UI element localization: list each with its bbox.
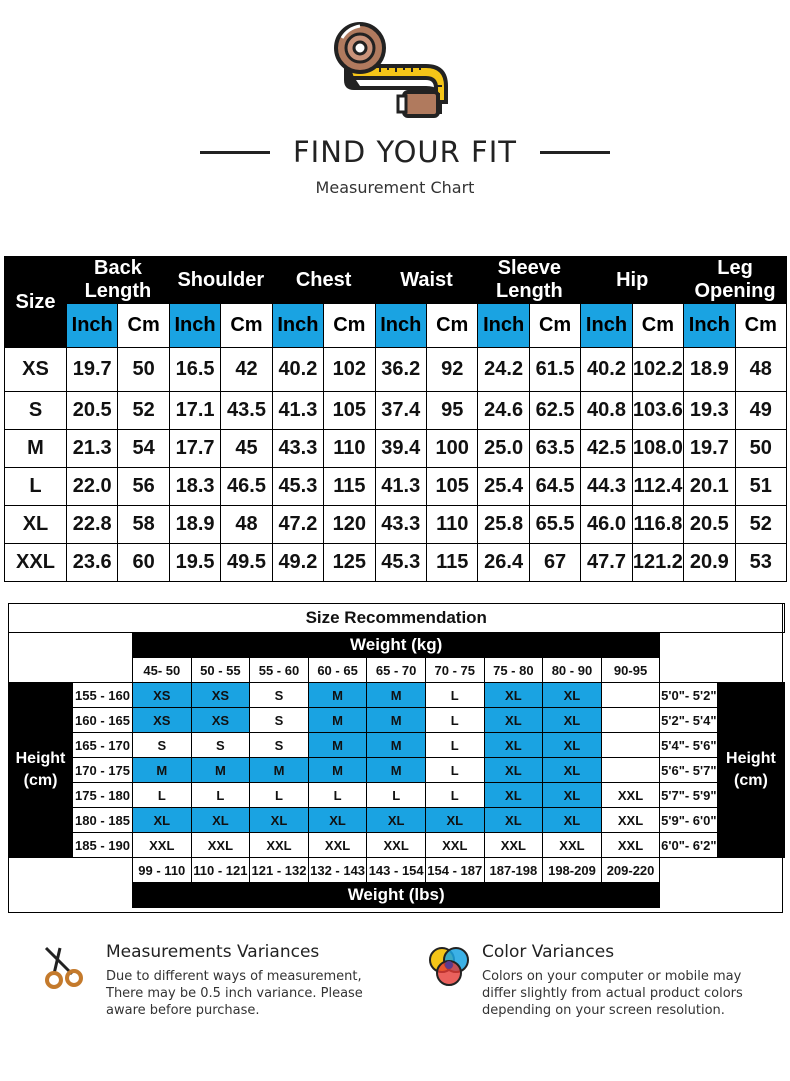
weight-kg-cell: 55 - 60: [250, 658, 309, 683]
measurement-cell: 52: [118, 392, 169, 430]
measurement-variance-title: Measurements Variances: [106, 942, 320, 962]
recommendation-row: [9, 758, 785, 783]
group-header: Leg Opening: [684, 257, 787, 304]
recommended-size-cell: XXL: [133, 833, 192, 858]
measurement-cell: 26.4: [478, 544, 529, 582]
measurement-cell: 48: [221, 506, 272, 544]
unit-inch-header: Inch: [67, 304, 118, 348]
height-cm-range: 155 - 160: [73, 683, 133, 708]
recommended-size-cell: XL: [308, 808, 367, 833]
measurement-cell: 40.2: [272, 348, 323, 392]
unit-cm-header: Cm: [324, 304, 375, 348]
group-header: Sleeve Length: [478, 257, 581, 304]
recommended-size-cell: L: [425, 683, 484, 708]
recommended-size-cell: XL: [543, 733, 602, 758]
measurement-cell: 102: [324, 348, 375, 392]
recommended-size-cell: L: [425, 783, 484, 808]
measurement-cell: 58: [118, 506, 169, 544]
recommended-size-cell: XS: [133, 683, 192, 708]
unit-inch-header: Inch: [169, 304, 220, 348]
group-header: Shoulder: [169, 257, 272, 304]
measurement-cell: 54: [118, 430, 169, 468]
measurement-cell: 42: [221, 348, 272, 392]
measurement-cell: 22.0: [67, 468, 118, 506]
measurement-cell: 18.9: [684, 348, 735, 392]
measurement-cell: 105: [324, 392, 375, 430]
page-title: FIND YOUR FIT: [293, 135, 517, 169]
recommended-size-cell: XL: [425, 808, 484, 833]
recommended-size-cell: XL: [484, 808, 543, 833]
measurement-cell: 20.5: [67, 392, 118, 430]
measurement-row: [5, 506, 787, 544]
measurement-row: [5, 348, 787, 392]
recommended-size-cell: S: [191, 733, 250, 758]
color-wheel-icon: [426, 944, 472, 990]
recommended-size-cell: M: [308, 733, 367, 758]
measurement-unit-header-row: [5, 304, 787, 348]
measurement-cell: 22.8: [67, 506, 118, 544]
measurement-cell: 53: [735, 544, 786, 582]
measurement-cell: 18.9: [169, 506, 220, 544]
height-ft-range: 5'6"- 5'7": [660, 758, 718, 783]
recommended-size-cell: M: [191, 758, 250, 783]
measuring-tape-icon: [330, 22, 456, 122]
weight-kg-cell: 65 - 70: [367, 658, 426, 683]
measurement-cell: 44.3: [581, 468, 632, 506]
recommended-size-cell: M: [367, 683, 426, 708]
height-cm-range: 175 - 180: [73, 783, 133, 808]
color-variance-title: Color Variances: [482, 942, 615, 962]
measurement-cell: 121.2: [632, 544, 683, 582]
measurement-cell: 19.5: [169, 544, 220, 582]
recommendation-row: [9, 808, 785, 833]
recommended-size-cell: XXL: [250, 833, 309, 858]
weight-lbs-cell: 99 - 110: [133, 858, 192, 883]
measurement-cell: 64.5: [529, 468, 580, 506]
title-divider-right: [540, 151, 610, 154]
blank-cell: [660, 883, 784, 908]
unit-inch-header: Inch: [581, 304, 632, 348]
measurement-cell: 20.9: [684, 544, 735, 582]
recommended-size-cell: M: [367, 733, 426, 758]
weight-kg-cell: 75 - 80: [484, 658, 543, 683]
measurement-cell: 40.8: [581, 392, 632, 430]
height-ft-range: 5'9"- 6'0": [660, 808, 718, 833]
measurement-cell: 19.7: [67, 348, 118, 392]
height-ft-label: [718, 683, 784, 858]
recommended-size-cell: XL: [543, 708, 602, 733]
unit-cm-header: Cm: [529, 304, 580, 348]
measurement-cell: 112.4: [632, 468, 683, 506]
weight-kg-cell: 90-95: [601, 658, 660, 683]
group-header: Back Length: [67, 257, 170, 304]
weight-lbs-cell: 143 - 154: [367, 858, 426, 883]
measurement-cell: 115: [426, 544, 477, 582]
measurement-cell: 110: [324, 430, 375, 468]
weight-kg-header: Weight (kg): [133, 633, 660, 658]
measurement-row: [5, 430, 787, 468]
height-cm-range: 170 - 175: [73, 758, 133, 783]
height-cm-label: [9, 683, 73, 858]
recommended-size-cell: XXL: [367, 833, 426, 858]
measurement-cell: 45: [221, 430, 272, 468]
recommended-size-cell: XL: [367, 808, 426, 833]
measurement-cell: 103.6: [632, 392, 683, 430]
unit-cm-header: Cm: [632, 304, 683, 348]
size-cell: L: [5, 468, 67, 506]
measurement-cell: 45.3: [272, 468, 323, 506]
blank-cell: [660, 658, 784, 683]
measurement-cell: 48: [735, 348, 786, 392]
recommended-size-cell: XXL: [191, 833, 250, 858]
recommended-size-cell: L: [191, 783, 250, 808]
measurement-cell: 24.6: [478, 392, 529, 430]
height-ft-range: 5'2"- 5'4": [660, 708, 718, 733]
measurement-variance-text: Due to different ways of measurement, There may be 0.5 inch variance. Please aware before purchase.: [106, 969, 363, 1018]
measurement-cell: 95: [426, 392, 477, 430]
size-cell: XL: [5, 506, 67, 544]
measurement-cell: 60: [118, 544, 169, 582]
unit-inch-header: Inch: [272, 304, 323, 348]
measurement-cell: 16.5: [169, 348, 220, 392]
title-row: [200, 134, 610, 170]
measurement-cell: 49: [735, 392, 786, 430]
weight-kg-cell: 70 - 75: [425, 658, 484, 683]
recommended-size-cell: L: [425, 733, 484, 758]
recommended-size-cell: [601, 708, 660, 733]
measurement-cell: 25.8: [478, 506, 529, 544]
recommendation-row: [9, 783, 785, 808]
measurement-cell: 23.6: [67, 544, 118, 582]
measurement-cell: 46.0: [581, 506, 632, 544]
recommended-size-cell: M: [250, 758, 309, 783]
measurement-cell: 49.2: [272, 544, 323, 582]
measurement-cell: 115: [324, 468, 375, 506]
recommendation-row: [9, 833, 785, 858]
measurement-cell: 46.5: [221, 468, 272, 506]
measurement-cell: 37.4: [375, 392, 426, 430]
recommended-size-cell: XL: [543, 683, 602, 708]
recommended-size-cell: XL: [484, 708, 543, 733]
measurement-cell: 105: [426, 468, 477, 506]
recommendation-row: [9, 683, 785, 708]
measurement-cell: 108.0: [632, 430, 683, 468]
color-variance-text: Colors on your computer or mobile may differ slightly from actual product colors depending on your screen resolution.: [482, 969, 743, 1018]
height-ft-label-line2: (cm): [734, 772, 768, 789]
recommended-size-cell: XXL: [601, 783, 660, 808]
size-cell: XXL: [5, 544, 67, 582]
recommended-size-cell: L: [425, 708, 484, 733]
measurement-cell: 43.5: [221, 392, 272, 430]
measurement-cell: 39.4: [375, 430, 426, 468]
measurement-cell: 20.5: [684, 506, 735, 544]
scissors-icon: [40, 944, 86, 990]
height-cm-range: 185 - 190: [73, 833, 133, 858]
recommendation-row: [9, 733, 785, 758]
color-variance-note: [482, 942, 772, 1019]
measurement-row: [5, 544, 787, 582]
recommended-size-cell: M: [308, 758, 367, 783]
weight-lbs-cell: 110 - 121: [191, 858, 250, 883]
unit-cm-header: Cm: [118, 304, 169, 348]
recommended-size-cell: S: [250, 708, 309, 733]
recommended-size-cell: M: [367, 708, 426, 733]
measurement-cell: 41.3: [375, 468, 426, 506]
measurement-cell: 25.0: [478, 430, 529, 468]
recommended-size-cell: XL: [543, 783, 602, 808]
recommended-size-cell: XL: [484, 783, 543, 808]
recommended-size-cell: S: [250, 683, 309, 708]
blank-cell: [9, 883, 133, 908]
height-ft-range: 5'4"- 5'6": [660, 733, 718, 758]
measurement-variance-note: [106, 942, 396, 1019]
recommended-size-cell: S: [250, 733, 309, 758]
height-cm-range: 165 - 170: [73, 733, 133, 758]
weight-kg-cell: 80 - 90: [543, 658, 602, 683]
recommended-size-cell: L: [133, 783, 192, 808]
unit-inch-header: Inch: [684, 304, 735, 348]
size-cell: S: [5, 392, 67, 430]
measurement-cell: 56: [118, 468, 169, 506]
recommended-size-cell: XXL: [308, 833, 367, 858]
size-recommendation-panel: [8, 603, 783, 913]
measurement-cell: 19.3: [684, 392, 735, 430]
page-subtitle: Measurement Chart: [315, 178, 475, 197]
measurement-cell: 102.2: [632, 348, 683, 392]
recommended-size-cell: XL: [250, 808, 309, 833]
recommended-size-cell: XL: [484, 683, 543, 708]
recommended-size-cell: [601, 683, 660, 708]
measurement-cell: 19.7: [684, 430, 735, 468]
weight-lbs-cell: 209-220: [601, 858, 660, 883]
recommended-size-cell: M: [367, 758, 426, 783]
weight-lbs-cell: 132 - 143: [308, 858, 367, 883]
measurement-cell: 41.3: [272, 392, 323, 430]
weight-kg-cell: 45- 50: [133, 658, 192, 683]
measurement-cell: 40.2: [581, 348, 632, 392]
recommended-size-cell: XXL: [601, 833, 660, 858]
measurement-table: [4, 256, 787, 582]
recommended-size-cell: XS: [191, 683, 250, 708]
recommended-size-cell: XS: [191, 708, 250, 733]
blank-cell: [9, 658, 133, 683]
recommended-size-cell: XL: [543, 758, 602, 783]
measurement-cell: 125: [324, 544, 375, 582]
weight-lbs-label-row: [9, 883, 785, 908]
recommended-size-cell: S: [133, 733, 192, 758]
height-ft-range: 6'0"- 6'2": [660, 833, 718, 858]
recommended-size-cell: XL: [484, 733, 543, 758]
measurement-cell: 92: [426, 348, 477, 392]
recommendation-caption: Size Recommendation: [9, 604, 785, 633]
measurement-cell: 25.4: [478, 468, 529, 506]
measurement-cell: 62.5: [529, 392, 580, 430]
recommended-size-cell: XXL: [425, 833, 484, 858]
recommended-size-cell: XL: [543, 808, 602, 833]
blank-cell: [660, 858, 784, 883]
measurement-cell: 49.5: [221, 544, 272, 582]
size-cell: XS: [5, 348, 67, 392]
height-ft-range: 5'7"- 5'9": [660, 783, 718, 808]
recommended-size-cell: XXL: [484, 833, 543, 858]
measurement-row: [5, 468, 787, 506]
recommended-size-cell: M: [308, 683, 367, 708]
weight-kg-cell: 50 - 55: [191, 658, 250, 683]
measurement-table-body: [5, 348, 787, 582]
measurement-group-header-row: [5, 257, 787, 304]
weight-lbs-header: Weight (lbs): [133, 883, 660, 908]
weight-lbs-cell: 198-209: [543, 858, 602, 883]
recommended-size-cell: M: [133, 758, 192, 783]
measurement-cell: 24.2: [478, 348, 529, 392]
blank-cell: [9, 858, 133, 883]
recommended-size-cell: XXL: [601, 808, 660, 833]
measurement-cell: 45.3: [375, 544, 426, 582]
measurement-cell: 43.3: [272, 430, 323, 468]
unit-cm-header: Cm: [221, 304, 272, 348]
unit-inch-header: Inch: [478, 304, 529, 348]
recommended-size-cell: L: [250, 783, 309, 808]
weight-lbs-row: [9, 858, 785, 883]
measurement-cell: 63.5: [529, 430, 580, 468]
measurement-cell: 120: [324, 506, 375, 544]
measurement-cell: 100: [426, 430, 477, 468]
measurement-cell: 52: [735, 506, 786, 544]
height-cm-range: 160 - 165: [73, 708, 133, 733]
recommended-size-cell: M: [308, 708, 367, 733]
recommended-size-cell: L: [308, 783, 367, 808]
recommended-size-cell: [601, 758, 660, 783]
measurement-cell: 110: [426, 506, 477, 544]
recommendation-row: [9, 708, 785, 733]
measurement-cell: 43.3: [375, 506, 426, 544]
height-ft-label-line1: Height: [726, 750, 776, 767]
measurement-cell: 61.5: [529, 348, 580, 392]
recommended-size-cell: XL: [191, 808, 250, 833]
recommended-size-cell: XS: [133, 708, 192, 733]
height-cm-range: 180 - 185: [73, 808, 133, 833]
group-header: Waist: [375, 257, 478, 304]
measurement-cell: 47.2: [272, 506, 323, 544]
recommended-size-cell: L: [367, 783, 426, 808]
weight-kg-cell: 60 - 65: [308, 658, 367, 683]
blank-cell: [660, 633, 784, 658]
measurement-cell: 17.7: [169, 430, 220, 468]
size-cell: M: [5, 430, 67, 468]
measurement-cell: 47.7: [581, 544, 632, 582]
height-cm-label-line2: (cm): [23, 772, 58, 789]
title-divider-left: [200, 151, 270, 154]
group-header: Hip: [581, 257, 684, 304]
group-header: Chest: [272, 257, 375, 304]
measurement-cell: 51: [735, 468, 786, 506]
measurement-cell: 67: [529, 544, 580, 582]
size-header: Size: [5, 257, 67, 348]
weight-lbs-cell: 187-198: [484, 858, 543, 883]
measurement-cell: 50: [735, 430, 786, 468]
recommended-size-cell: XL: [133, 808, 192, 833]
measurement-cell: 20.1: [684, 468, 735, 506]
unit-inch-header: Inch: [375, 304, 426, 348]
height-ft-range: 5'0"- 5'2": [660, 683, 718, 708]
measurement-cell: 65.5: [529, 506, 580, 544]
measurement-cell: 18.3: [169, 468, 220, 506]
blank-cell: [9, 633, 133, 658]
size-recommendation-table: [8, 603, 785, 908]
measurement-cell: 21.3: [67, 430, 118, 468]
measurement-cell: 36.2: [375, 348, 426, 392]
weight-lbs-cell: 154 - 187: [425, 858, 484, 883]
weight-lbs-cell: 121 - 132: [250, 858, 309, 883]
measurement-cell: 42.5: [581, 430, 632, 468]
recommended-size-cell: L: [425, 758, 484, 783]
recommended-size-cell: [601, 733, 660, 758]
unit-cm-header: Cm: [735, 304, 786, 348]
measurement-cell: 50: [118, 348, 169, 392]
recommended-size-cell: XXL: [543, 833, 602, 858]
measurement-cell: 116.8: [632, 506, 683, 544]
measurement-row: [5, 392, 787, 430]
unit-cm-header: Cm: [426, 304, 477, 348]
measurement-cell: 17.1: [169, 392, 220, 430]
height-cm-label-line1: Height: [15, 750, 66, 767]
recommended-size-cell: XL: [484, 758, 543, 783]
